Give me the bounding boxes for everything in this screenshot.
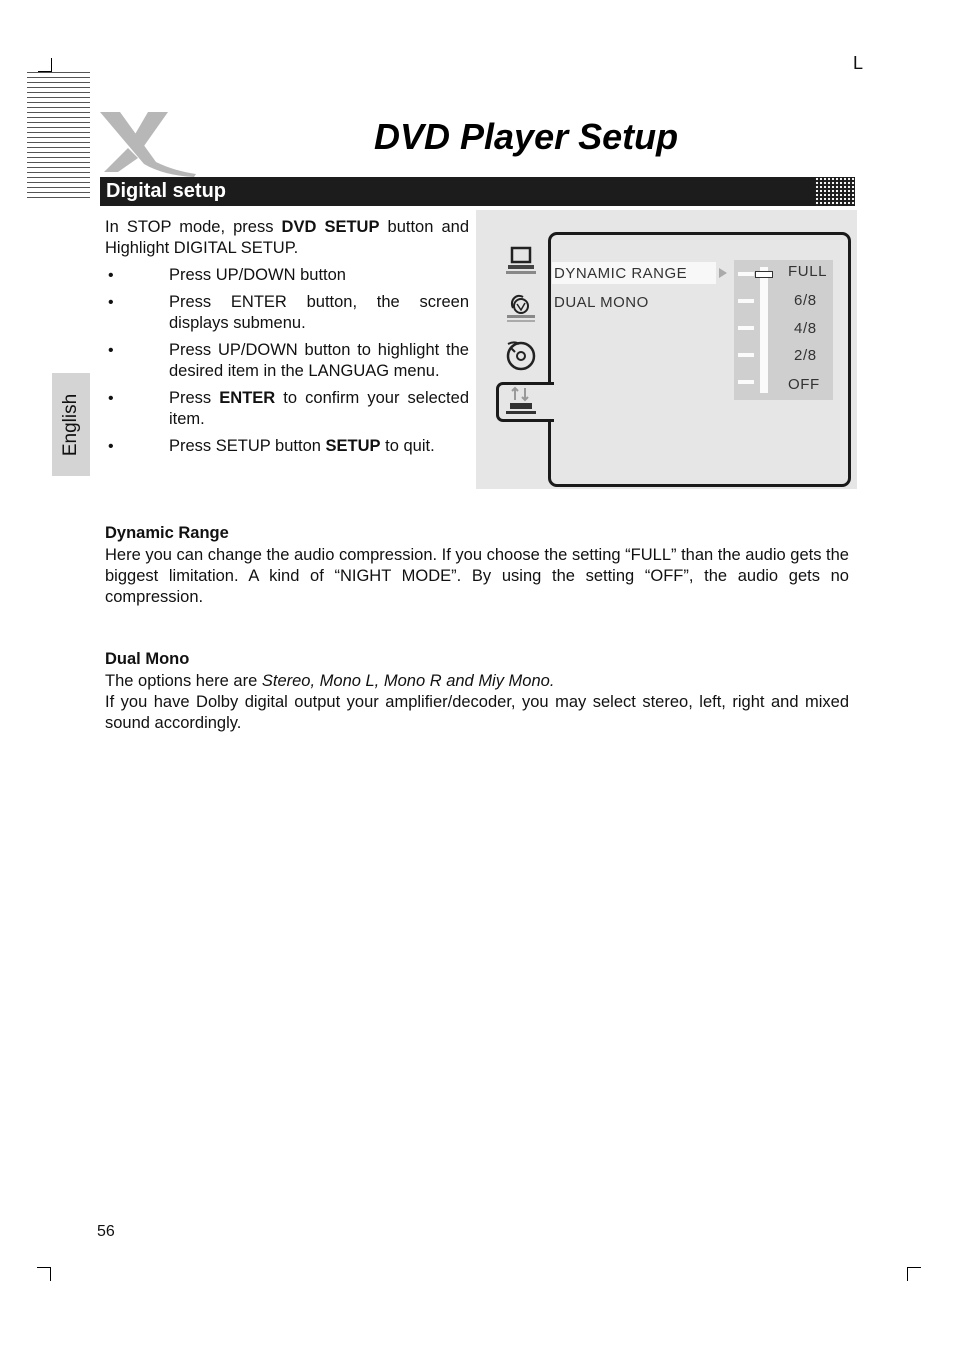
- step-bold: SETUP: [325, 437, 381, 455]
- osd-slider-tick: [738, 272, 754, 276]
- page-number: 56: [97, 1223, 115, 1240]
- intro-bold: DVD SETUP: [281, 218, 380, 236]
- page-title: DVD Player Setup: [374, 116, 679, 157]
- osd-option-6-8[interactable]: 6/8: [794, 292, 817, 309]
- dual-mono-options: [105, 671, 849, 692]
- list-item: [105, 340, 469, 382]
- osd-slider-tick: [738, 326, 754, 330]
- corner-mark-top-right: L: [853, 53, 864, 73]
- step-text: Press SETUP button: [169, 437, 326, 455]
- audio-disc-icon: [503, 338, 539, 372]
- crop-mark-bottom-left: [37, 1267, 51, 1281]
- dual-mono-text: If you have Dolby digital output your amplifier/decoder, you may select stereo, left, right and mixed sound accordingly.: [105, 693, 849, 732]
- osd-slider-tick: [738, 299, 754, 303]
- osd-option-full[interactable]: FULL: [788, 263, 828, 280]
- osd-slider-tick: [738, 380, 754, 384]
- step-text: Press UP/DOWN button to highlight the desired item in the LANGUAG menu.: [169, 341, 469, 380]
- language-tab-label: English: [60, 393, 81, 456]
- language-icon: [503, 290, 539, 324]
- digital-setup-icon: [503, 384, 539, 418]
- osd-option-4-8[interactable]: 4/8: [794, 320, 817, 337]
- steps-list: [105, 265, 469, 463]
- osd-menu-illustration: [476, 210, 857, 489]
- bullet: •: [108, 438, 114, 455]
- step-text-end: to quit.: [380, 437, 435, 455]
- section-title: Digital setup: [106, 180, 227, 202]
- list-item: [105, 265, 469, 286]
- osd-selected-tab-join: [548, 385, 554, 419]
- language-tab: [52, 373, 90, 476]
- bullet: •: [108, 342, 114, 359]
- crop-mark-bottom-right: [907, 1267, 921, 1281]
- brand-logo-x-icon: [98, 108, 198, 178]
- bullet: •: [108, 390, 114, 407]
- step-text-end: to confirm your selected item.: [169, 389, 469, 428]
- step-bold: ENTER: [219, 389, 276, 407]
- bullet: •: [108, 294, 114, 311]
- crop-mark-top-left: [38, 58, 52, 72]
- osd-item-dynamic-range[interactable]: DYNAMIC RANGE: [554, 265, 688, 282]
- dual-mono-options-text: The options here are: [105, 672, 262, 690]
- dynamic-range-heading: Dynamic Range: [105, 524, 229, 542]
- osd-slider-knob[interactable]: [755, 271, 773, 278]
- bullet: •: [108, 267, 114, 284]
- dynamic-range-text: Here you can change the audio compression. If you choose the setting “FULL” than the audio gets the biggest limitation. A kind of “NIGHT MODE”. By using the setting “OFF”, the audio gets no compression.: [105, 546, 849, 606]
- side-stripes: [27, 72, 90, 198]
- intro-text: In STOP mode, press: [105, 218, 282, 236]
- dual-mono-heading: Dual Mono: [105, 650, 190, 668]
- step-text: Press: [169, 389, 220, 407]
- intro-paragraph: [105, 217, 469, 259]
- step-text: Press UP/DOWN button: [169, 266, 346, 284]
- step-text: Press ENTER button, the screen displays submenu.: [169, 293, 469, 332]
- osd-slider-tick: [738, 353, 754, 357]
- dual-mono-options-list: Stereo, Mono L, Mono R and Miy Mono.: [261, 672, 555, 690]
- osd-item-dual-mono[interactable]: DUAL MONO: [554, 294, 649, 311]
- osd-option-off[interactable]: OFF: [788, 376, 820, 393]
- intro-text-end: button and Highlight DIGITAL SETUP.: [105, 218, 469, 257]
- list-item: [105, 436, 469, 457]
- section-header-bar: [100, 177, 855, 206]
- section-bar-dot-pattern: [815, 177, 855, 206]
- list-item: [105, 292, 469, 334]
- monitor-icon: [503, 243, 539, 277]
- list-item: [105, 388, 469, 430]
- osd-slider-track[interactable]: [760, 267, 768, 393]
- submenu-arrow-icon: [719, 268, 727, 278]
- osd-option-2-8[interactable]: 2/8: [794, 347, 817, 364]
